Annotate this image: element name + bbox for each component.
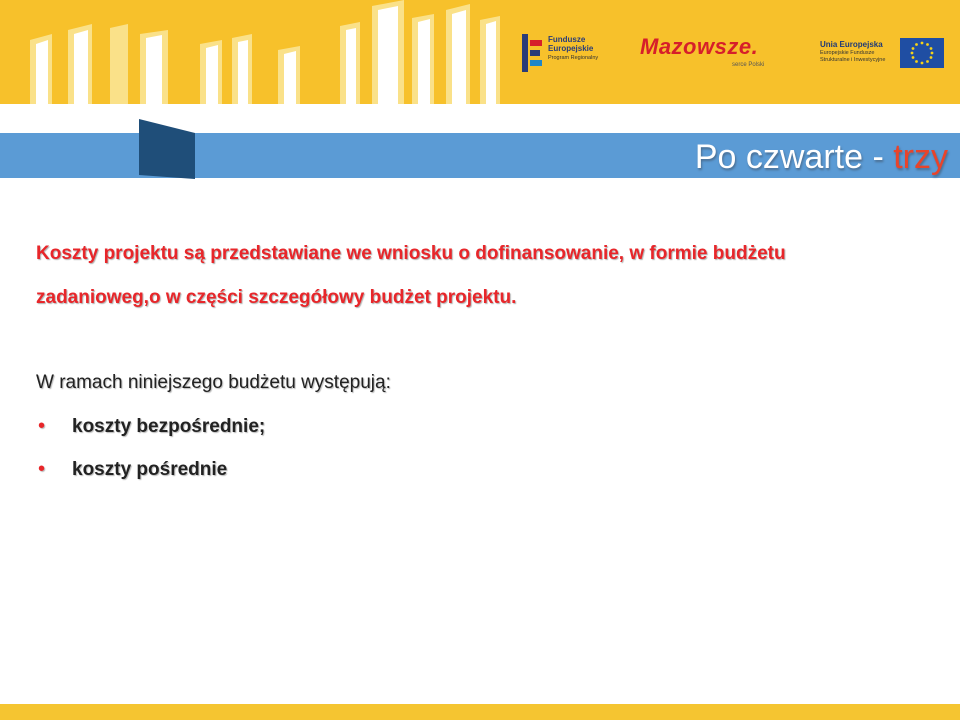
header-band	[0, 0, 960, 104]
slide-title	[695, 137, 948, 177]
ue-line2: Europejskie Fundusze	[820, 50, 875, 56]
partner-logos	[512, 30, 960, 80]
intro-line-1: Koszty projektu są przedstawiane we wniosku o dofinansowanie, w formie budżetu	[36, 243, 786, 264]
eu-flag-icon	[900, 38, 944, 68]
intro-paragraph	[36, 232, 946, 320]
mazowsze-logo	[640, 34, 790, 78]
bullet-text: koszty pośrednie	[72, 459, 228, 480]
header-decor-shapes	[0, 0, 512, 104]
bullet-glyph: •	[38, 458, 46, 480]
slide-title-main: Po czwarte -	[694, 138, 894, 176]
unia-europejska-logo	[812, 36, 952, 76]
ue-line3: Strukturalne i Inwestycyjne	[820, 57, 886, 63]
fe-line3: Program Regionalny	[548, 55, 599, 61]
footer-band	[0, 704, 960, 720]
ue-text	[820, 40, 885, 64]
bullet-glyph: •	[38, 415, 46, 437]
slide-title-accent: trzy	[893, 138, 948, 176]
title-tab-shape	[139, 119, 195, 179]
bullet-text: koszty bezpośrednie;	[72, 416, 266, 437]
ue-line1: Unia Europejska	[820, 40, 883, 49]
fe-line1: Fundusze	[548, 35, 586, 44]
fe-line2: Europejskie	[548, 44, 594, 53]
fundusze-europejskie-logo	[522, 32, 632, 76]
fundusze-europejskie-text	[548, 35, 598, 63]
lead-text: W ramach niniejszego budżetu występują:	[36, 372, 391, 393]
mazowsze-tagline: serce Polski	[732, 62, 765, 68]
mazowsze-wordmark: Mazowsze.	[640, 34, 759, 59]
fundusze-europejskie-icon	[522, 34, 544, 72]
intro-line-2: zadanioweg,o w części szczegółowy budżet projektu.	[36, 287, 517, 308]
